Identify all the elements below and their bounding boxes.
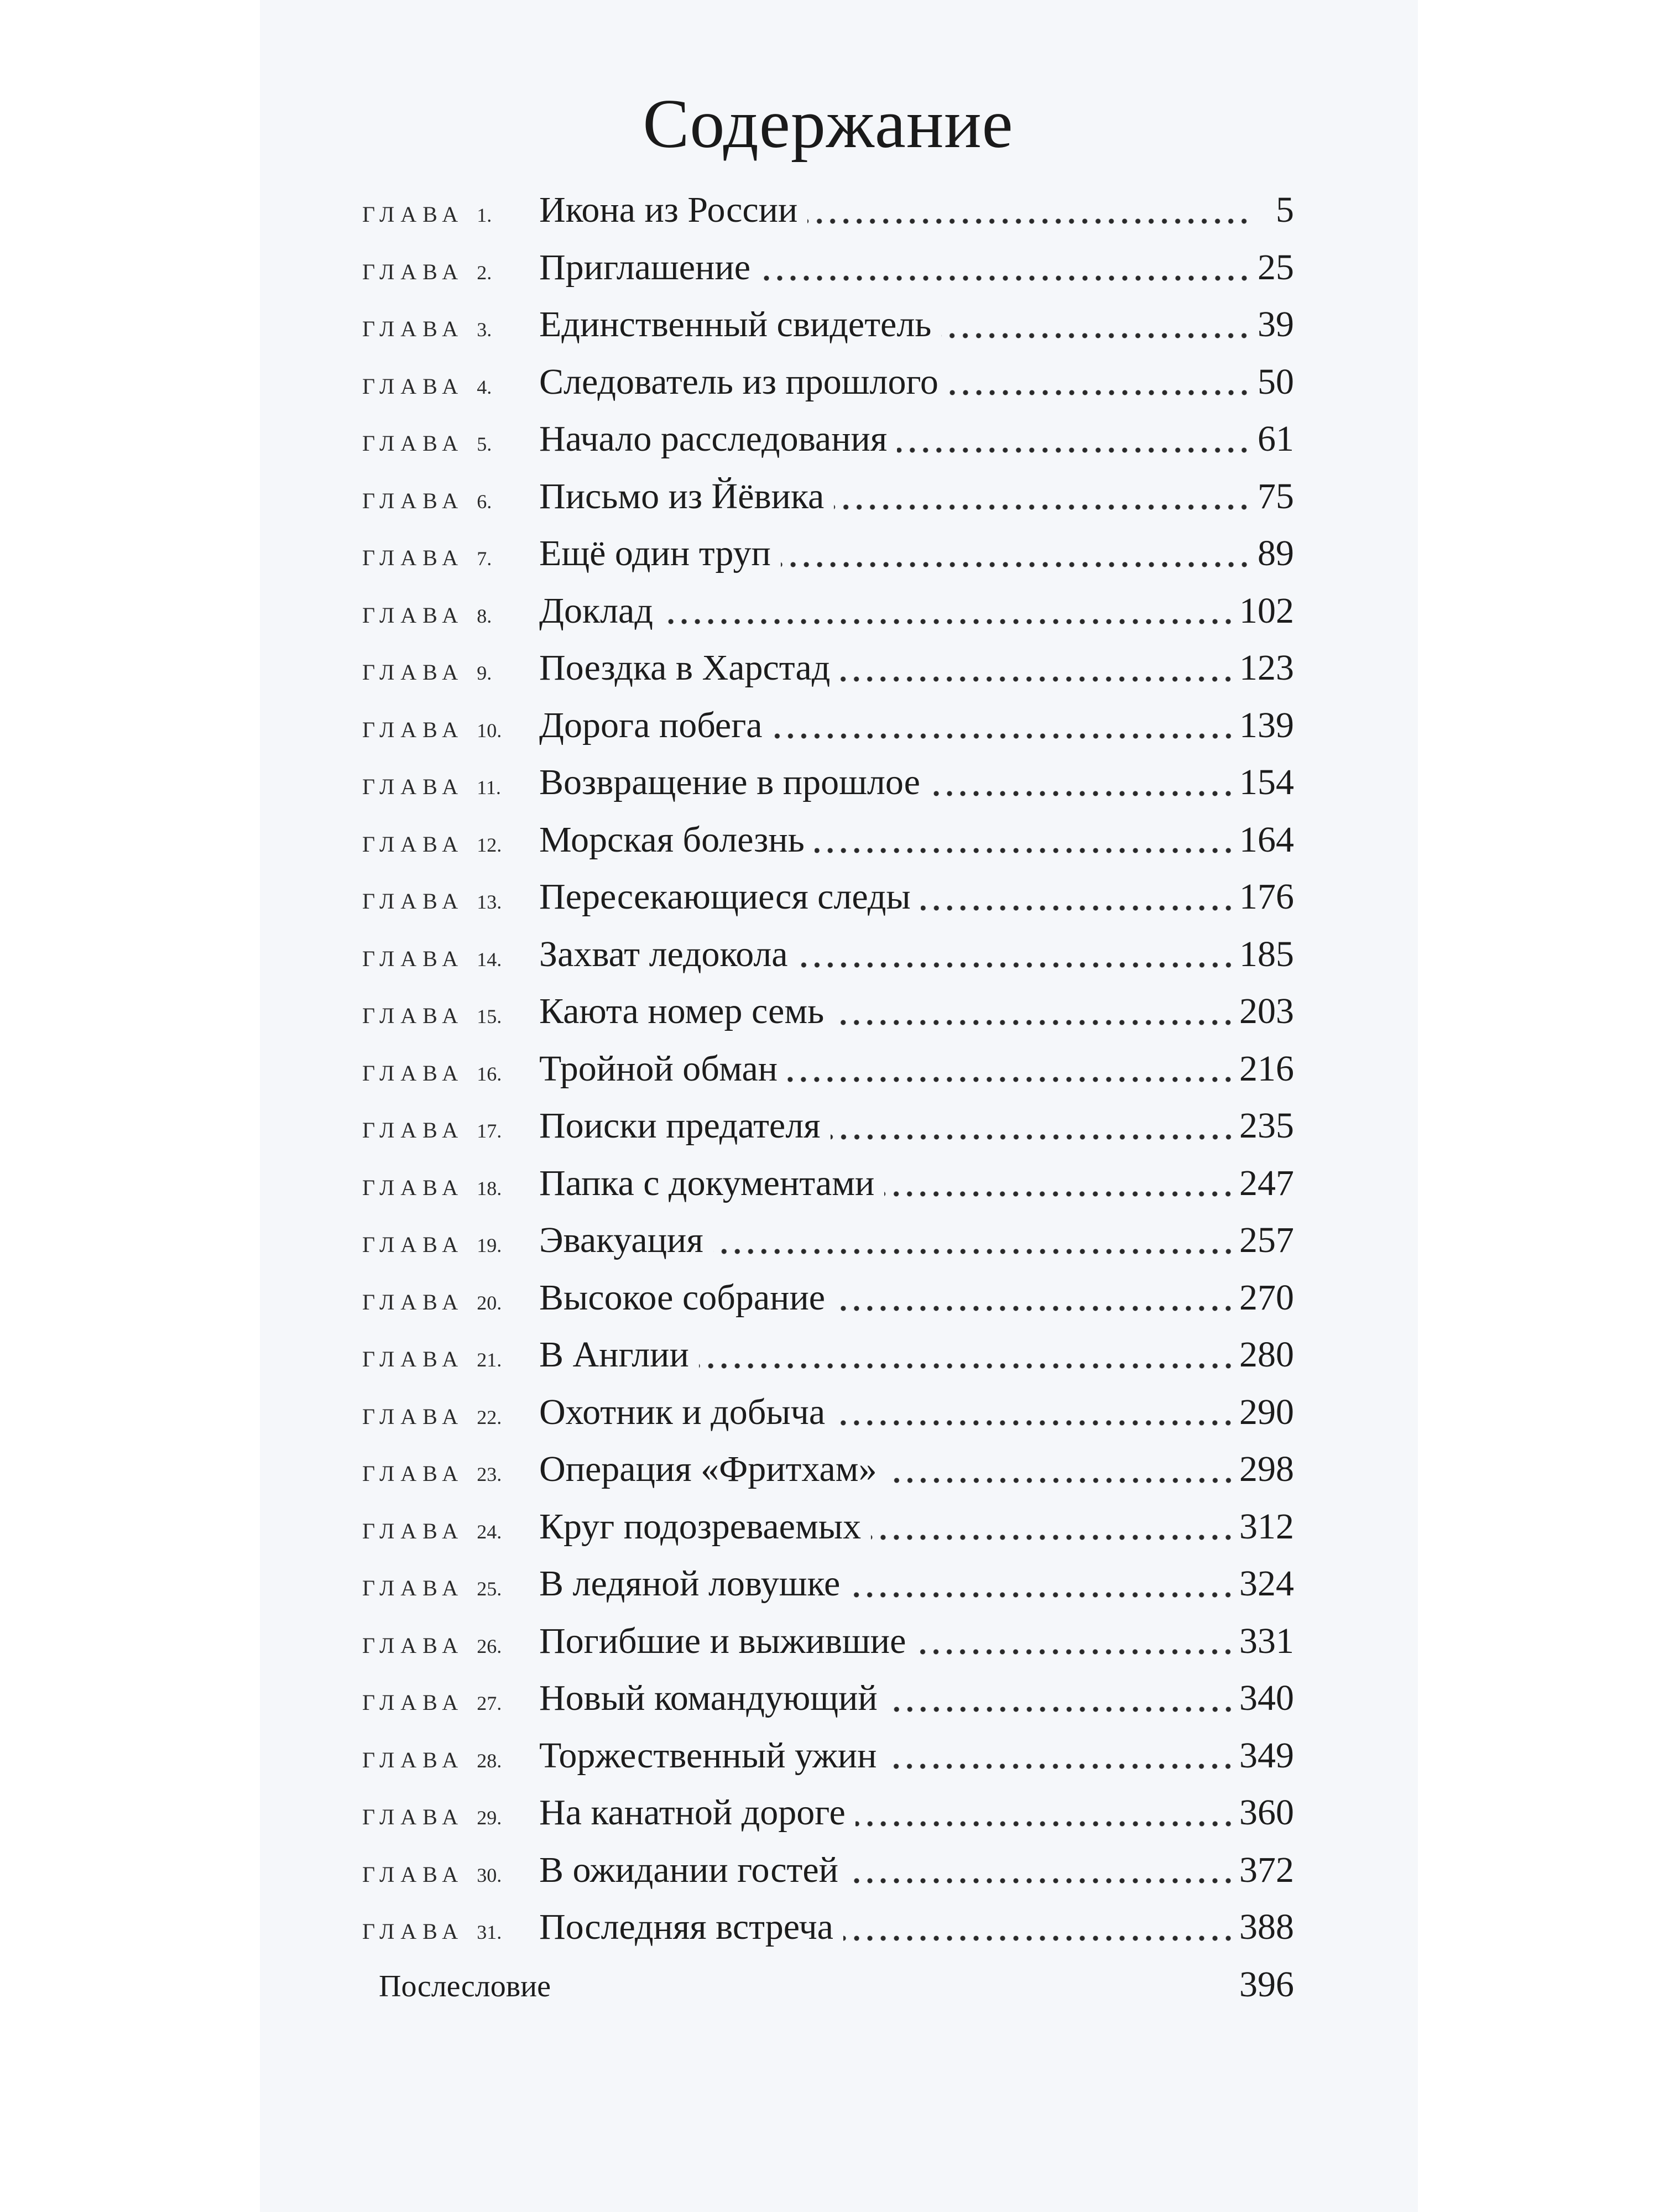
dot-leader: [916, 1644, 1235, 1660]
chapter-word: ГЛАВА: [362, 259, 465, 284]
chapter-label: [362, 1159, 539, 1218]
page-number: 176: [1239, 877, 1294, 917]
chapter-word: ГЛАВА: [362, 1175, 465, 1200]
dot-leader: [850, 1587, 1235, 1603]
page-number: 324: [1239, 1563, 1294, 1604]
chapter-label: [362, 1274, 539, 1332]
chapter-label: [362, 701, 539, 760]
chapter-label: [362, 1674, 539, 1733]
page-number: 89: [1258, 533, 1294, 573]
chapter-label: [362, 1045, 539, 1103]
chapter-word: ГЛАВА: [362, 1461, 465, 1486]
chapter-word: ГЛАВА: [362, 373, 465, 399]
chapter-number: 15.: [477, 1005, 502, 1027]
chapter-label: [362, 816, 539, 874]
chapter-label: [362, 1788, 539, 1847]
chapter-title: Папка с документами: [539, 1162, 875, 1203]
chapter-word: ГЛАВА: [362, 946, 465, 971]
table-of-contents: [362, 83, 1294, 2013]
chapter-label: [362, 243, 539, 302]
page-number: 39: [1258, 304, 1294, 345]
toc-entry-chapter-31: [362, 1898, 1294, 1956]
page-number: 102: [1239, 590, 1294, 631]
toc-entry-chapter-6: [362, 468, 1294, 525]
chapter-number: 2.: [477, 261, 492, 284]
page-number: 154: [1239, 762, 1294, 802]
chapter-number: 17.: [477, 1120, 502, 1142]
toc-entry-chapter-13: [362, 868, 1294, 926]
toc-entry-chapter-30: [362, 1841, 1294, 1899]
chapter-label: [362, 1903, 539, 1961]
toc-entry-chapter-25: [362, 1555, 1294, 1613]
page-number: 5: [1276, 190, 1294, 230]
chapter-word: ГЛАВА: [362, 774, 465, 799]
chapter-label: [362, 1559, 539, 1618]
dot-leader: [887, 1472, 1235, 1489]
chapter-label: [362, 358, 539, 416]
toc-entry-chapter-10: [362, 697, 1294, 754]
page-number: 372: [1239, 1849, 1294, 1890]
chapter-title: Икона из России: [539, 190, 798, 230]
chapter-title: Возвращение в прошлое: [539, 762, 920, 802]
toc-entry-chapter-15: [362, 983, 1294, 1040]
chapter-word: ГЛАВА: [362, 1518, 465, 1543]
chapter-label: [362, 1731, 539, 1790]
chapter-word: ГЛАВА: [362, 1861, 465, 1887]
chapter-title: Приглашение: [539, 247, 750, 288]
page-number: 270: [1239, 1277, 1294, 1318]
toc-entry-chapter-20: [362, 1269, 1294, 1327]
chapter-label: [362, 415, 539, 473]
chapter-title: Единственный свидетель: [539, 304, 932, 345]
chapter-title: Операция «Фритхам»: [539, 1449, 877, 1489]
chapter-title: Новый командующий: [539, 1678, 878, 1718]
chapter-label: [362, 1846, 539, 1905]
chapter-number: 22.: [477, 1406, 502, 1428]
chapter-word: ГЛАВА: [362, 831, 465, 857]
page-number: 235: [1239, 1105, 1294, 1146]
chapter-title: Письмо из Йёвика: [539, 476, 825, 517]
chapter-label: [362, 300, 539, 359]
chapter-word: ГЛАВА: [362, 1804, 465, 1829]
chapter-word: ГЛАВА: [362, 1747, 465, 1772]
dot-leader: [713, 1243, 1235, 1260]
chapter-number: 10.: [477, 719, 502, 742]
dot-leader: [835, 1415, 1235, 1431]
chapter-number: 25.: [477, 1578, 502, 1600]
chapter-number: 13.: [477, 891, 502, 913]
dot-leader: [760, 270, 1251, 286]
dot-leader: [561, 1987, 1235, 2004]
page-number: 203: [1239, 991, 1294, 1031]
chapter-label: [362, 758, 539, 817]
chapter-word: ГЛАВА: [362, 1690, 465, 1715]
toc-entry-chapter-18: [362, 1155, 1294, 1212]
chapter-number: 24.: [477, 1520, 502, 1543]
chapter-number: 7.: [477, 547, 492, 570]
chapter-number: 14.: [477, 948, 502, 971]
chapter-word: ГЛАВА: [362, 431, 465, 456]
chapter-label: [362, 1617, 539, 1676]
chapter-label: [362, 873, 539, 931]
chapter-word: ГЛАВА: [362, 1919, 465, 1944]
toc-entry-chapter-19: [362, 1212, 1294, 1269]
page-number: 123: [1239, 648, 1294, 688]
page-number: 340: [1239, 1678, 1294, 1718]
chapter-word: ГЛАВА: [362, 1003, 465, 1028]
chapter-number: 3.: [477, 319, 492, 341]
chapter-word: ГЛАВА: [362, 545, 465, 570]
dot-leader: [886, 1758, 1235, 1775]
page-number: 61: [1258, 419, 1294, 459]
toc-entry-chapter-21: [362, 1326, 1294, 1384]
chapter-label: [362, 529, 539, 588]
toc-entry-chapter-17: [362, 1097, 1294, 1155]
chapter-title: Пересекающиеся следы: [539, 877, 911, 917]
toc-entry-chapter-5: [362, 410, 1294, 468]
dot-leader: [834, 499, 1251, 515]
chapter-word: ГЛАВА: [362, 1632, 465, 1658]
toc-entry-chapter-24: [362, 1498, 1294, 1556]
toc-entry-chapter-22: [362, 1384, 1294, 1441]
toc-entry-chapter-12: [362, 811, 1294, 869]
dot-leader: [835, 1300, 1235, 1317]
dot-leader: [807, 213, 1251, 229]
dot-leader: [941, 327, 1251, 344]
chapter-list: [362, 181, 1294, 2013]
dot-leader: [815, 842, 1235, 859]
dot-leader: [897, 442, 1251, 458]
toc-entry-chapter-9: [362, 639, 1294, 697]
chapter-title: Высокое собрание: [539, 1277, 826, 1318]
chapter-word: ГЛАВА: [362, 316, 465, 341]
page-number: 50: [1258, 361, 1294, 402]
chapter-title: Торжественный ужин: [539, 1735, 877, 1776]
chapter-title: Круг подозреваемых: [539, 1506, 862, 1547]
page-number: 216: [1239, 1048, 1294, 1089]
page-number: 280: [1239, 1334, 1294, 1375]
chapter-title: На канатной дороге: [539, 1792, 846, 1833]
chapter-label: [362, 1102, 539, 1160]
chapter-number: 4.: [477, 375, 492, 398]
chapter-title: Начало расследования: [539, 419, 888, 459]
page-number: 331: [1239, 1620, 1294, 1661]
chapter-word: ГЛАВА: [362, 1232, 465, 1257]
page-number: 247: [1239, 1162, 1294, 1203]
dot-leader: [781, 556, 1251, 573]
toc-entry-chapter-8: [362, 582, 1294, 640]
chapter-number: 23.: [477, 1463, 502, 1485]
page-number: 75: [1258, 476, 1294, 517]
chapter-label: [362, 987, 539, 1046]
dot-leader: [834, 1014, 1235, 1031]
chapter-label: [362, 1503, 539, 1561]
dot-leader: [921, 900, 1235, 916]
dot-leader: [884, 1186, 1235, 1202]
page-number: 257: [1239, 1220, 1294, 1260]
chapter-title: В ледяной ловушке: [539, 1563, 841, 1604]
page-title: Содержание: [643, 86, 1014, 163]
chapter-number: 16.: [477, 1062, 502, 1085]
page-number: 349: [1239, 1735, 1294, 1776]
chapter-number: 28.: [477, 1749, 502, 1772]
toc-entry-chapter-11: [362, 754, 1294, 811]
chapter-number: 20.: [477, 1291, 502, 1314]
chapter-number: 21.: [477, 1349, 502, 1371]
dot-leader: [843, 1930, 1235, 1947]
chapter-title: В Англии: [539, 1334, 689, 1375]
chapter-word: ГЛАВА: [362, 602, 465, 628]
chapter-label: [362, 644, 539, 702]
chapter-word: ГЛАВА: [362, 1347, 465, 1371]
page-number: 139: [1239, 705, 1294, 745]
chapter-label: [362, 587, 539, 645]
chapter-number: 27.: [477, 1692, 502, 1714]
chapter-title: Тройной обман: [539, 1048, 778, 1089]
dot-leader: [798, 957, 1235, 973]
chapter-label: [362, 1331, 539, 1389]
chapter-label: [362, 930, 539, 989]
chapter-number: 26.: [477, 1635, 502, 1657]
chapter-number: 6.: [477, 490, 492, 513]
chapter-number: 30.: [477, 1864, 502, 1886]
chapter-title: Поездка в Харстад: [539, 648, 831, 688]
dot-leader: [848, 1872, 1235, 1889]
chapter-number: 31.: [477, 1921, 502, 1943]
chapter-title: Доклад: [539, 590, 653, 631]
chapter-label: [362, 1445, 539, 1504]
chapter-number: 18.: [477, 1177, 502, 1199]
toc-entry-chapter-26: [362, 1613, 1294, 1670]
afterword-title: Послесловие: [379, 1969, 551, 2004]
page-number: 185: [1239, 933, 1294, 974]
chapter-title: Поиски предателя: [539, 1105, 821, 1146]
chapter-word: ГЛАВА: [362, 660, 465, 685]
chapter-number: 19.: [477, 1234, 502, 1256]
toc-entry-chapter-14: [362, 926, 1294, 983]
page-number: 290: [1239, 1391, 1294, 1432]
chapter-title: Дорога побега: [539, 705, 763, 745]
chapter-word: ГЛАВА: [362, 202, 465, 227]
chapter-number: 29.: [477, 1807, 502, 1829]
toc-entry-chapter-3: [362, 296, 1294, 353]
dot-leader: [888, 1701, 1235, 1718]
page-number: 388: [1239, 1907, 1294, 1947]
chapter-title: Последняя встреча: [539, 1907, 833, 1947]
toc-entry-chapter-4: [362, 353, 1294, 411]
toc-entry-chapter-29: [362, 1784, 1294, 1841]
toc-entry-chapter-2: [362, 239, 1294, 296]
chapter-label: [362, 472, 539, 531]
dot-leader: [773, 728, 1235, 744]
chapter-word: ГЛАВА: [362, 488, 465, 513]
dot-leader: [699, 1358, 1235, 1374]
chapter-label: [362, 186, 539, 244]
dot-leader: [831, 1129, 1235, 1145]
chapter-word: ГЛАВА: [362, 889, 465, 914]
toc-entry-chapter-28: [362, 1727, 1294, 1785]
dot-leader: [855, 1815, 1235, 1832]
toc-entry-chapter-1: [362, 181, 1294, 239]
page-number: 360: [1239, 1792, 1294, 1833]
chapter-word: ГЛАВА: [362, 1060, 465, 1086]
dot-leader: [930, 785, 1235, 802]
page-number: 298: [1239, 1449, 1294, 1489]
page-number: 164: [1239, 819, 1294, 860]
chapter-number: 5.: [477, 433, 492, 455]
chapter-label: [362, 1388, 539, 1447]
chapter-word: ГЛАВА: [362, 717, 465, 742]
chapter-title: Охотник и добыча: [539, 1391, 826, 1432]
chapter-title: Морская болезнь: [539, 819, 805, 860]
chapter-title: Каюта номер семь: [539, 991, 825, 1031]
toc-entry-chapter-16: [362, 1040, 1294, 1098]
dot-leader: [663, 613, 1235, 630]
dot-leader: [840, 671, 1235, 687]
chapter-title: В ожидании гостей: [539, 1849, 838, 1890]
toc-entry-afterword: [362, 1956, 1294, 2013]
dot-leader: [871, 1529, 1235, 1546]
chapter-word: ГЛАВА: [362, 1404, 465, 1429]
chapter-title: Захват ледокола: [539, 933, 788, 974]
toc-entry-chapter-27: [362, 1670, 1294, 1727]
chapter-title: Следователь из прошлого: [539, 361, 938, 402]
dot-leader: [948, 384, 1251, 401]
chapter-number: 1.: [477, 204, 492, 226]
chapter-word: ГЛАВА: [362, 1575, 465, 1600]
page-number: 25: [1258, 247, 1294, 288]
chapter-title: Эвакуация: [539, 1220, 703, 1260]
chapter-title: Погибшие и выжившие: [539, 1620, 906, 1661]
chapter-number: 9.: [477, 662, 492, 684]
toc-entry-chapter-23: [362, 1441, 1294, 1498]
chapter-number: 11.: [477, 776, 501, 799]
chapter-title: Ещё один труп: [539, 533, 771, 573]
page-number: 396: [1239, 1964, 1294, 2005]
chapter-word: ГЛАВА: [362, 1289, 465, 1314]
chapter-label: [362, 1216, 539, 1275]
toc-entry-chapter-7: [362, 525, 1294, 582]
chapter-number: 8.: [477, 604, 492, 627]
chapter-word: ГЛАВА: [362, 1118, 465, 1142]
page-number: 312: [1239, 1506, 1294, 1547]
dot-leader: [787, 1071, 1235, 1088]
chapter-number: 12.: [477, 833, 502, 856]
